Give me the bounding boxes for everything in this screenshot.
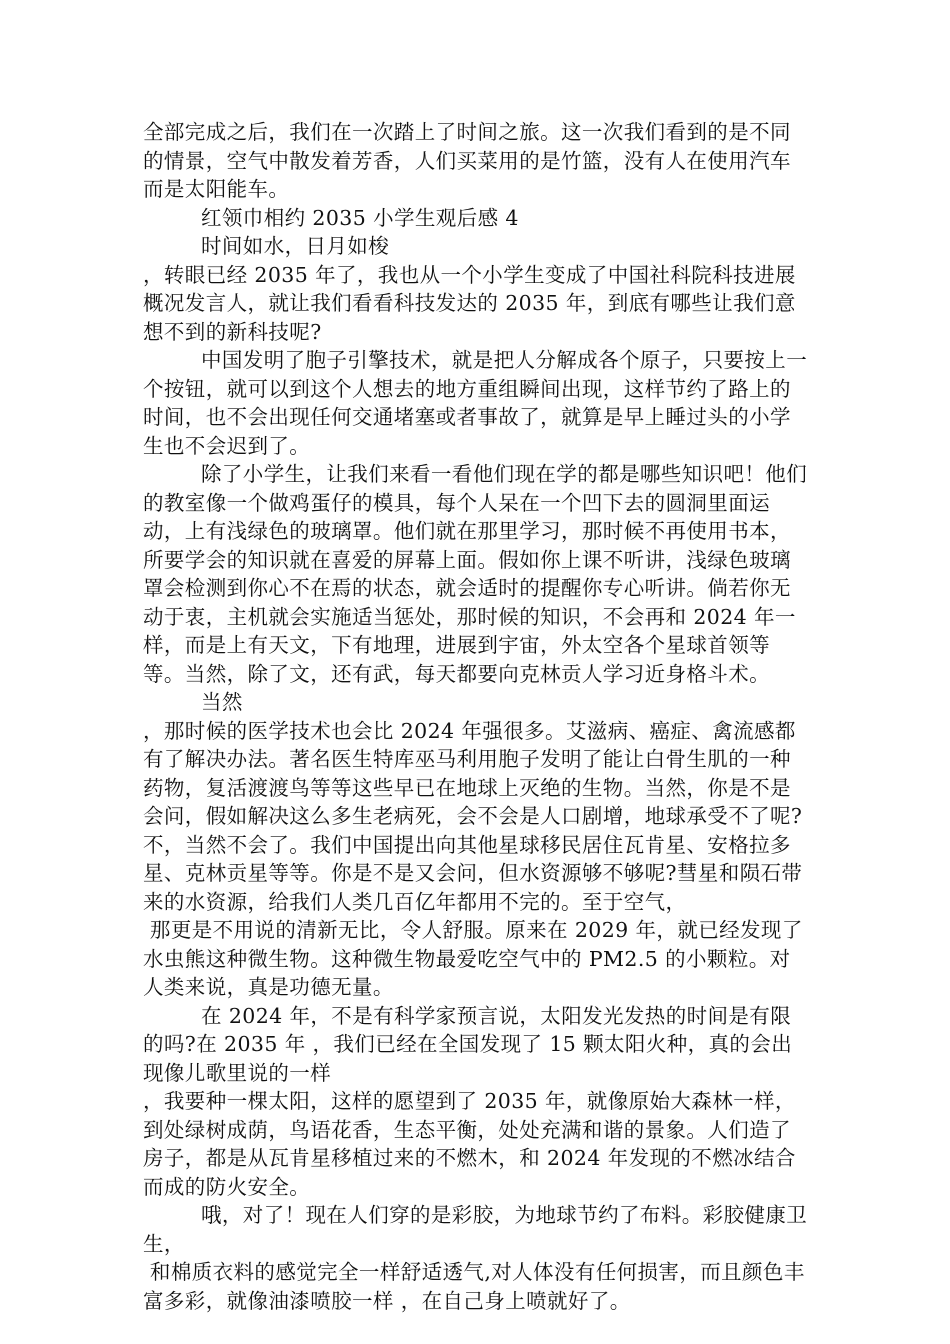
- paragraph: 在 2024 年，不是有科学家预言说，太阳发光发热的时间是有限的吗?在 2035 年 ，我们已经在全国发现了 15 颗太阳火种，真的会出现像儿歌里说的一样: [143, 1003, 793, 1085]
- paragraph: 哦，对了！现在人们穿的是彩胶，为地球节约了布料。彩胶健康卫生，: [143, 1203, 808, 1256]
- document-body: [143, 118, 811, 1315]
- paragraph: 除了小学生，让我们来看一看他们现在学的都是哪些知识吧！他们的教室像一个做鸡蛋仔的模具，每个人呆在一个凹下去的圆洞里面运动，上有浅绿色的玻璃罩。他们就在那里学习，那时候不再使用书本，所要学会的知识就在喜爱的屏幕上面。假如你上课不听讲，浅绿色玻璃罩会检测到你心不在焉的状态，就会适时的提醒你专心听讲。倘若你无动于衷，主机就会实施适当惩处，那时候的知识，不会再和 2024 年一样，而是上有天文，下有地理，进展到宇宙，外太空各个星球首领等等。当然，除了文，还有武，每天都要向克林贡人学习近身格斗术。: [143, 462, 808, 686]
- section-heading: 红领巾相约 2035 小学生观后感 4: [201, 205, 519, 230]
- paragraph: 和棉质衣料的感觉完全一样舒适透气,对人体没有任何损害，而且颜色丰富多彩，就像油漆喷胶一样 ，在自己身上喷就好了。: [143, 1260, 805, 1313]
- paragraph: 中国发明了胞子引擎技术，就是把人分解成各个原子，只要按上一个按钮，就可以到这个人想去的地方重组瞬间出现，这样节约了路上的时间，也不会出现任何交通堵塞或者事故了，就算是早上睡过头的小学生也不会迟到了。: [143, 348, 808, 458]
- paragraph: 时间如水，日月如梭: [201, 234, 390, 258]
- paragraph: 全部完成之后，我们在一次踏上了时间之旅。这一次我们看到的是不同的情景，空气中散发着芳香，人们买菜用的是竹篮，没有人在使用汽车而是太阳能车。: [143, 120, 791, 201]
- paragraph: ，转眼已经 2035 年了，我也从一个小学生变成了中国社科院科技进展概况发言人，就让我们看看科技发达的 2035 年，到底有哪些让我们意想不到的新科技呢?: [143, 262, 796, 344]
- paragraph: ，我要种一棵太阳，这样的愿望到了 2035 年，就像原始大森林一样，到处绿树成荫，鸟语花香，生态平衡，处处充满和谐的景象。人们造了房子，都是从瓦肯星移植过来的不燃木，和 2024 年发现的不燃冰结合而成的防火安全。: [143, 1089, 796, 1199]
- paragraph: 那更是不用说的清新无比，令人舒服。原来在 2029 年，就已经发现了水虫熊这种微生物。这种微生物最爱吃空气中的 PM2.5 的小颗粒。对人类来说，真是功德无量。: [143, 918, 803, 999]
- paragraph: 当然: [201, 690, 243, 714]
- paragraph: ，那时候的医学技术也会比 2024 年强很多。艾滋病、癌症、禽流感都有了解决办法。著名医生特库巫马利用胞子发明了能让白骨生肌的一种药物，复活渡渡鸟等等这些早已在地球上灭绝的生物。当然，你是不是会问，假如解决这么多生老病死，会不会是人口剧增，地球承受不了呢?不，当然不会了。我们中国提出向其他星球移民居住瓦肯星、安格拉多星、克林贡星等等。你是不是又会问，但水资源够不够呢?彗星和陨石带来的水资源，给我们人类几百亿年都用不完的。至于空气，: [143, 718, 803, 914]
